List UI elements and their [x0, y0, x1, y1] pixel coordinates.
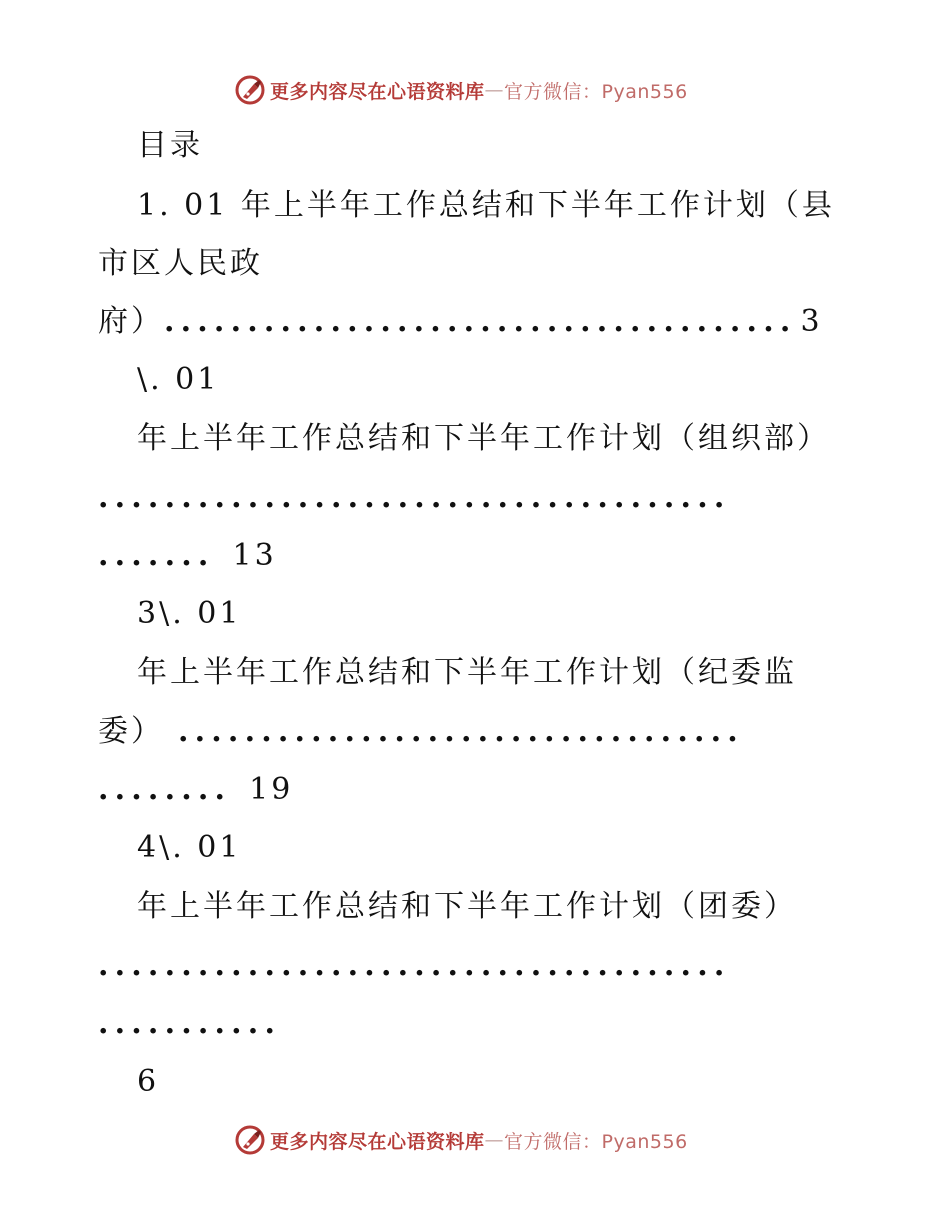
toc-entry-2-number: \. 01: [137, 362, 220, 397]
toc-entry-1-title: 1. 01 年上半年工作总结和下半年工作计划（县: [137, 188, 835, 223]
watermark-wechat-text: 官方微信：Pyan556: [504, 1130, 688, 1153]
pen-nib-logo-icon: [234, 74, 266, 106]
toc-dot-leader-text: ........: [98, 772, 232, 807]
toc-entry-3-title-end: 委）: [98, 714, 164, 749]
pen-nib-logo-icon: [234, 1124, 266, 1156]
watermark-wechat-text: 官方微信：Pyan556: [504, 80, 688, 103]
watermark-separator: —: [484, 1129, 505, 1151]
toc-entry-1-title-cont: 市区人民政: [98, 246, 263, 281]
toc-entry-2-leader-line: [98, 536, 277, 576]
toc-dot-leader-text: .......: [98, 538, 215, 573]
toc-entry-1-page: 3: [800, 304, 823, 339]
toc-entry-4-number: 4\. 01: [137, 830, 242, 865]
toc-entry-1-title-end: 府）: [98, 304, 164, 339]
toc-dot-leader-text: ......................................: [98, 480, 731, 515]
watermark-main-text: 更多内容尽在心语资料库: [270, 1130, 485, 1153]
toc-heading: 目录: [137, 128, 203, 163]
toc-entry-3-leader-line: [98, 770, 293, 810]
toc-entry-1-leader-line: [98, 302, 823, 342]
toc-dot-leader-text: ..................................: [178, 714, 744, 749]
toc-entry-3-page: 19: [249, 772, 294, 807]
toc-dot-leader: [98, 478, 731, 518]
toc-dot-leader-text: ......................................: [98, 948, 731, 983]
watermark-main-text: 更多内容尽在心语资料库: [270, 80, 485, 103]
toc-entry-2-page: 13: [232, 538, 277, 573]
toc-entry-4-page: 6: [137, 1064, 160, 1099]
footer-watermark: [234, 1122, 688, 1158]
watermark-separator: —: [484, 79, 505, 101]
toc-entry-3-number: 3\. 01: [137, 596, 242, 631]
toc-dot-leader: ......................................: [164, 304, 797, 339]
toc-dot-leader: [98, 1004, 281, 1044]
toc-entry-3-title: 年上半年工作总结和下半年工作计划（纪委监: [137, 655, 797, 690]
toc-entry-4-title: 年上半年工作总结和下半年工作计划（团委）: [137, 889, 797, 924]
toc-entry-3-title-end-line: [98, 712, 744, 752]
toc-dot-leader-text: ...........: [98, 1006, 282, 1041]
toc-entry-2-title: 年上半年工作总结和下半年工作计划（组织部）: [137, 421, 830, 456]
header-watermark: [234, 72, 688, 108]
toc-dot-leader: [98, 946, 731, 986]
